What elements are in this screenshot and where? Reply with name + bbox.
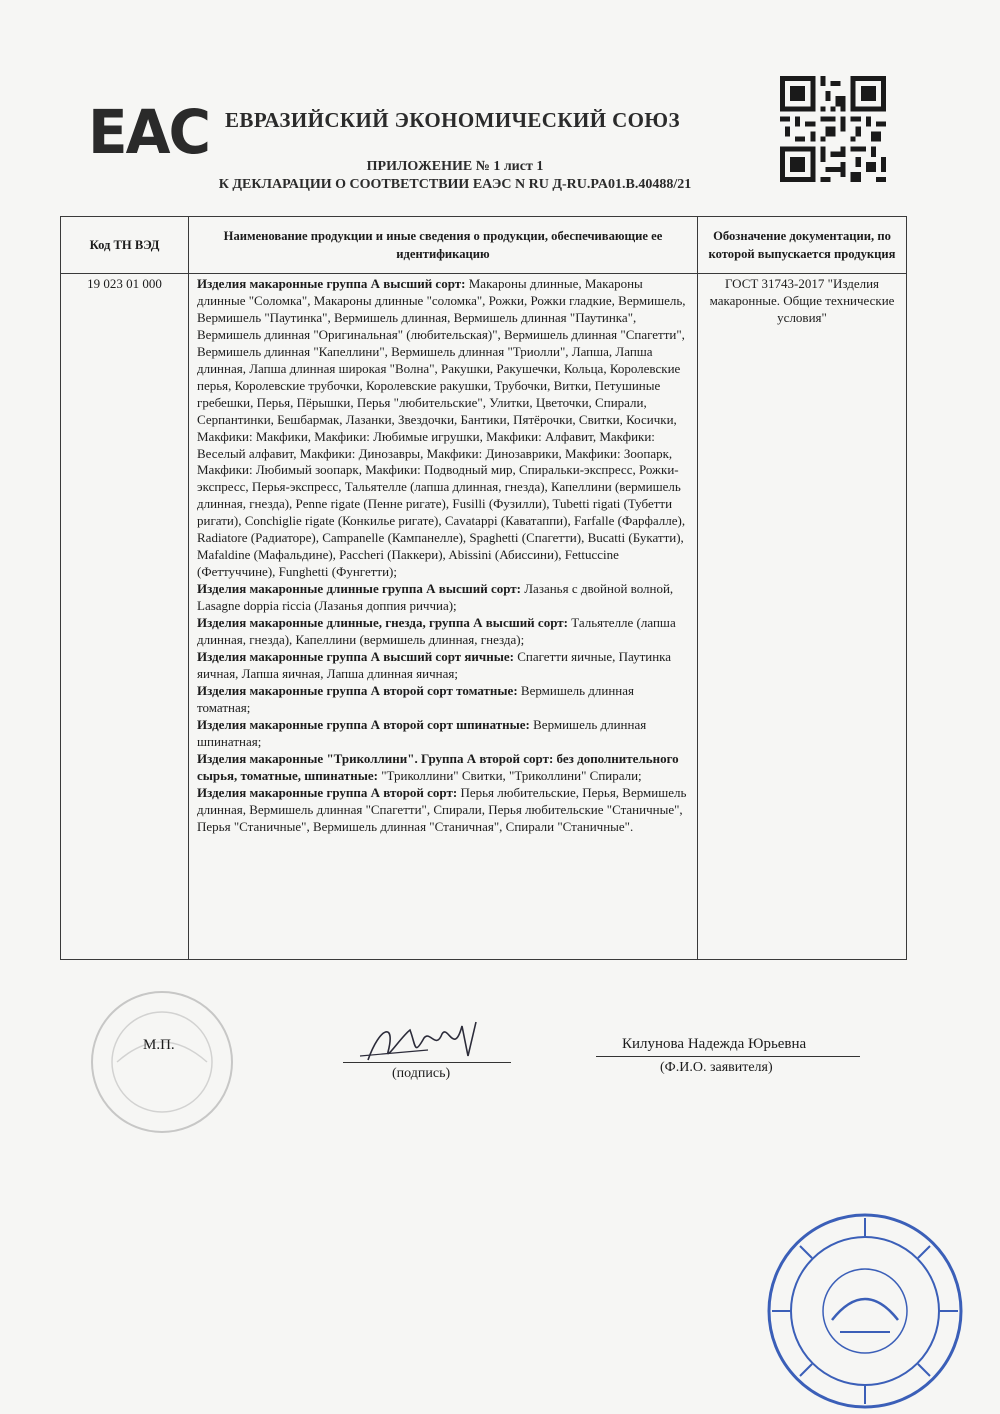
applicant-name: Килунова Надежда Юрьевна	[622, 1036, 807, 1052]
product-group: Изделия макаронные группа А высший сорт: Макароны длинные, Макароны длинные "Соломка", Макароны длинные "соломка", Рожки, Рожки гладкие, Вермишель, Вермишель "Паутинка", Вермишель длинная, Вермишель длинная "Паутинка", Вермишель длинная "Оригинальная" (любительская)", Вермишель длинная "Спагетти", Вермишель длинная "Капеллини", Вермишель длинная "Триолли", Лапша, Лапша длинная, Лапша длинная широкая "Волна", Ракушки, Ракушечки, Кольца, Королевские перья, Королевские трубочки, Королевские ракушки, Трубочки, Витки, Петушиные гребешки, Перья, Пёрышки, Перья "любительские", Улитки, Цветочки, Спирали, Серпантинки, Бешбармак, Лазанки, Звездочки, Бантики, Пятёрочки, Свитки, Косички, Макфики: Макфики, Макфики: Любимые игрушки, Макфики: Алфавит, Макфики: Веселый алфавит, Макфики: Динозавры, Макфики: Динозаврики, Макфики: Зоопарк, Макфики: Любимый зоопарк, Макфики: Подводный мир, Спиральки-экспресс, Рожки-экспресс, Перья-экспресс, Тальятелле (лапша длинная, гнезда), Капеллини (вермишель длинная, гнезда), Penne rigate (Пенне ригате), Fusilli (Фузилли), Tubetti rigati (Тубетти ригати), Conchiglie rigate (Конкилье ригате), Cavatappi (Каватаппи), Farfalle (Фарфалле), Radiatore (Радиаторе), Campanelle (Кампанелле), Spaghetti (Спагетти), Bucatti (Букатти), Mafaldine (Мафальдине), Paccheri (Паккери), Abissini (Абиссини), Fettuccine (Феттуччине), Funghetti (Фунгетти);	[197, 276, 686, 580]
signature-icon	[358, 1016, 488, 1066]
header-name: Наименование продукции и иные сведения о продукции, обеспечивающие ее идентификацию	[189, 217, 698, 274]
products-table	[60, 216, 907, 960]
name-line	[596, 1056, 860, 1057]
applicant-label: (Ф.И.О. заявителя)	[660, 1060, 773, 1075]
stamp-place-label: М.П.	[143, 1037, 175, 1053]
product-group: Изделия макаронные группа А второй сорт томатные: Вермишель длинная томатная;	[197, 682, 635, 715]
signature-line	[343, 1062, 511, 1063]
cell-code: 19 023 01 000	[61, 274, 189, 960]
product-group: Изделия макаронные группа А второй сорт: Перья любительские, Перья, Вермишель длинная, Вермишель длинная "Спагетти", Спирали, Перья любительские "Станичные", Перья "Станичные", Вермишель длинная "Станичная", Спирали "Станичные".	[197, 784, 687, 834]
product-group: Изделия макаронные длинные группа А высший сорт: Лазанья с двойной волной, Lasagne doppia riccia (Лазанья доппия риччиа);	[197, 581, 674, 614]
table-header-row	[61, 217, 907, 274]
eac-logo: ЕАС	[88, 96, 210, 168]
product-group: Изделия макаронные "Триколлини". Группа А второй сорт: без дополнительного сырья, томатные, шпинатные: "Триколлини" Свитки, "Триколлини" Спирали;	[197, 750, 679, 783]
company-seal-icon	[760, 1208, 970, 1414]
union-title: ЕВРАЗИЙСКИЙ ЭКОНОМИЧЕСКИЙ СОЮЗ	[225, 108, 680, 132]
header-doc: Обозначение документации, по которой выпускается продукция	[698, 217, 907, 274]
annex-line-2: К ДЕКЛАРАЦИИ О СООТВЕТСТВИИ ЕАЭС N RU Д-RU.PA01.В.40488/21	[218, 177, 692, 192]
table-row	[61, 274, 907, 960]
cell-products	[189, 274, 698, 960]
annex-line-1: ПРИЛОЖЕНИЕ № 1 лист 1	[366, 159, 544, 174]
qr-code-icon	[780, 76, 886, 182]
product-group: Изделия макаронные длинные, гнезда, группа А высший сорт: Тальятелле (лапша длинная, гнезда), Капеллини (вермишель длинная, гнезда);	[197, 615, 676, 648]
annex-title	[160, 158, 750, 194]
faded-seal-icon	[62, 982, 262, 1142]
header-code: Код ТН ВЭД	[61, 217, 189, 274]
product-group: Изделия макаронные группа А высший сорт яичные: Спагетти яичные, Паутинка яичная, Лапша яичная, Лапша длинная яичная;	[197, 648, 672, 681]
cell-doc: ГОСТ 31743-2017 "Изделия макаронные. Общие технические условия"	[698, 274, 907, 960]
product-group: Изделия макаронные группа А второй сорт шпинатные: Вермишель длинная шпинатная;	[197, 716, 647, 749]
signature-label: (подпись)	[392, 1066, 451, 1081]
